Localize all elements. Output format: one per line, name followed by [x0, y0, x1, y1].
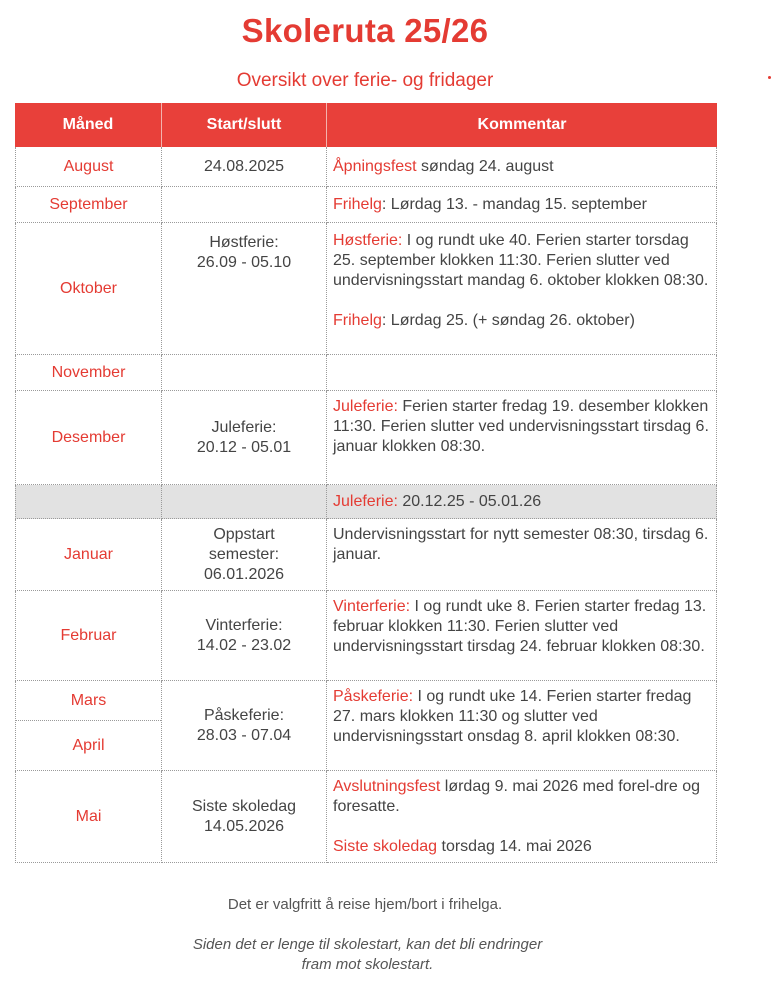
- month-label: Mars: [16, 681, 161, 721]
- header-period: Start/slutt: [162, 103, 327, 147]
- comment-cell: [327, 485, 717, 519]
- comment-cell: [327, 519, 717, 591]
- month-cell: September: [15, 187, 162, 223]
- period-line: 14.02 - 23.02: [196, 636, 292, 654]
- comment-text: Undervisningsstart for nytt semester 08:30, tirsdag 6. januar.: [333, 526, 709, 563]
- comment-cell: [327, 223, 717, 355]
- period-cell: [162, 771, 327, 863]
- month-cell: Januar: [15, 519, 162, 591]
- month-cell: [15, 485, 162, 519]
- page-title: Skoleruta 25/26: [241, 12, 489, 49]
- period-cell: [162, 681, 327, 771]
- table-row: [15, 591, 717, 681]
- comment-cell: [327, 147, 717, 187]
- table-row: [15, 681, 717, 771]
- period-cell: [162, 519, 327, 591]
- footer-disclaimer: [140, 935, 595, 975]
- month-cell: November: [15, 355, 162, 391]
- period-cell: [162, 223, 327, 355]
- comment-cell: [327, 391, 717, 485]
- table-row: [15, 187, 717, 223]
- period-cell: [162, 391, 327, 485]
- period-cell: 24.08.2025: [162, 147, 327, 187]
- comment-label: Juleferie:: [333, 398, 398, 415]
- period-line: Høstferie:: [209, 234, 279, 251]
- table-row: [15, 391, 717, 485]
- month-cell: Februar: [15, 591, 162, 681]
- period-cell: [162, 485, 327, 519]
- comment-label: Åpningsfest: [333, 157, 417, 175]
- period-line: 20.12 - 05.01: [196, 438, 292, 456]
- month-label: April: [72, 736, 105, 754]
- table-row: [15, 355, 717, 391]
- period-line: Oppstart: [213, 525, 275, 543]
- comment-cell: [327, 771, 717, 863]
- table-row: [15, 519, 717, 591]
- footer-note: Det er valgfritt å reise hjem/bort i frihelga.: [227, 896, 503, 913]
- comment-text: I og rundt uke 14. Ferien starter fredag 27. mars klokken 11:30 og slutter ved undervisningsstart onsdag 8. april klokken 08:30.: [333, 688, 692, 745]
- period-line: Siste skoledag: [191, 797, 297, 815]
- period-line: 28.03 - 07.04: [196, 726, 292, 744]
- comment-label: Avslutningsfest: [333, 778, 441, 795]
- comment-label: Vinterferie:: [333, 598, 411, 615]
- month-cell: Mai: [15, 771, 162, 863]
- table-row: [15, 771, 717, 863]
- period-cell: [162, 591, 327, 681]
- comment-label: Påskeferie:: [333, 688, 414, 705]
- period-line: semester:: [208, 545, 280, 563]
- table-header: [15, 103, 717, 147]
- period-line: Påskeferie:: [203, 706, 285, 724]
- comment-cell: [327, 187, 717, 223]
- comment-cell: [327, 591, 717, 681]
- comment-text: Ferien starter fredag 19. desember klokken 11:30. Ferien slutter ved undervisningsstart tirsdag 6. januar klokken 08:30.: [333, 398, 709, 455]
- month-cell: August: [15, 147, 162, 187]
- period-line: Vinterferie:: [205, 616, 283, 634]
- period-line: 26.09 - 05.10: [196, 254, 292, 271]
- comment-text: 20.12.25 - 05.01.26: [397, 492, 542, 510]
- comment-text: lørdag 9. mai 2026 med forel-dre og foresatte.: [333, 778, 701, 815]
- comment-cell: [327, 355, 717, 391]
- comment-text: I og rundt uke 40. Ferien starter torsdag 25. september klokken 11:30. Ferien slutter ved undervisningsstart mandag 6. oktober klokken 08:30.: [333, 232, 709, 289]
- comment-text: : Lørdag 13. - mandag 15. september: [381, 195, 647, 213]
- comment-text: torsdag 14. mai 2026: [437, 838, 592, 855]
- comment-label: Høstferie:: [333, 232, 403, 249]
- comment-text: : Lørdag 25. (+ søndag 26. oktober): [381, 312, 635, 329]
- decorative-dot: [768, 76, 771, 79]
- comment-label: Juleferie:: [333, 492, 398, 510]
- page-subtitle: Oversikt over ferie- og fridager: [236, 70, 494, 91]
- schedule-table: [15, 103, 717, 863]
- comment-label: Siste skoledag: [333, 838, 438, 855]
- period-line: Juleferie:: [211, 418, 277, 436]
- comment-text: I og rundt uke 8. Ferien starter fredag 13. februar klokken 11:30. Ferien slutter ved undervisningsstart tirsdag 24. februar klokken 08:30.: [333, 598, 707, 655]
- period-line: 06.01.2026: [203, 565, 285, 583]
- footer-disclaimer-line: fram mot skolestart.: [301, 956, 434, 973]
- table-row-highlight: [15, 485, 717, 519]
- month-cell: [15, 681, 162, 771]
- month-cell: Desember: [15, 391, 162, 485]
- header-comment: Kommentar: [327, 103, 717, 147]
- comment-label: Frihelg: [333, 195, 382, 213]
- period-cell: [162, 187, 327, 223]
- period-cell: [162, 355, 327, 391]
- month-cell: Oktober: [15, 223, 162, 355]
- table-row: [15, 223, 717, 355]
- footer-disclaimer-line: Siden det er lenge til skolestart, kan det bli endringer: [192, 936, 543, 953]
- period-line: 14.05.2026: [203, 817, 285, 835]
- comment-text: søndag 24. august: [416, 157, 554, 175]
- comment-label: Frihelg: [333, 312, 382, 329]
- header-month: Måned: [15, 103, 162, 147]
- table-row: [15, 147, 717, 187]
- comment-cell: [327, 681, 717, 771]
